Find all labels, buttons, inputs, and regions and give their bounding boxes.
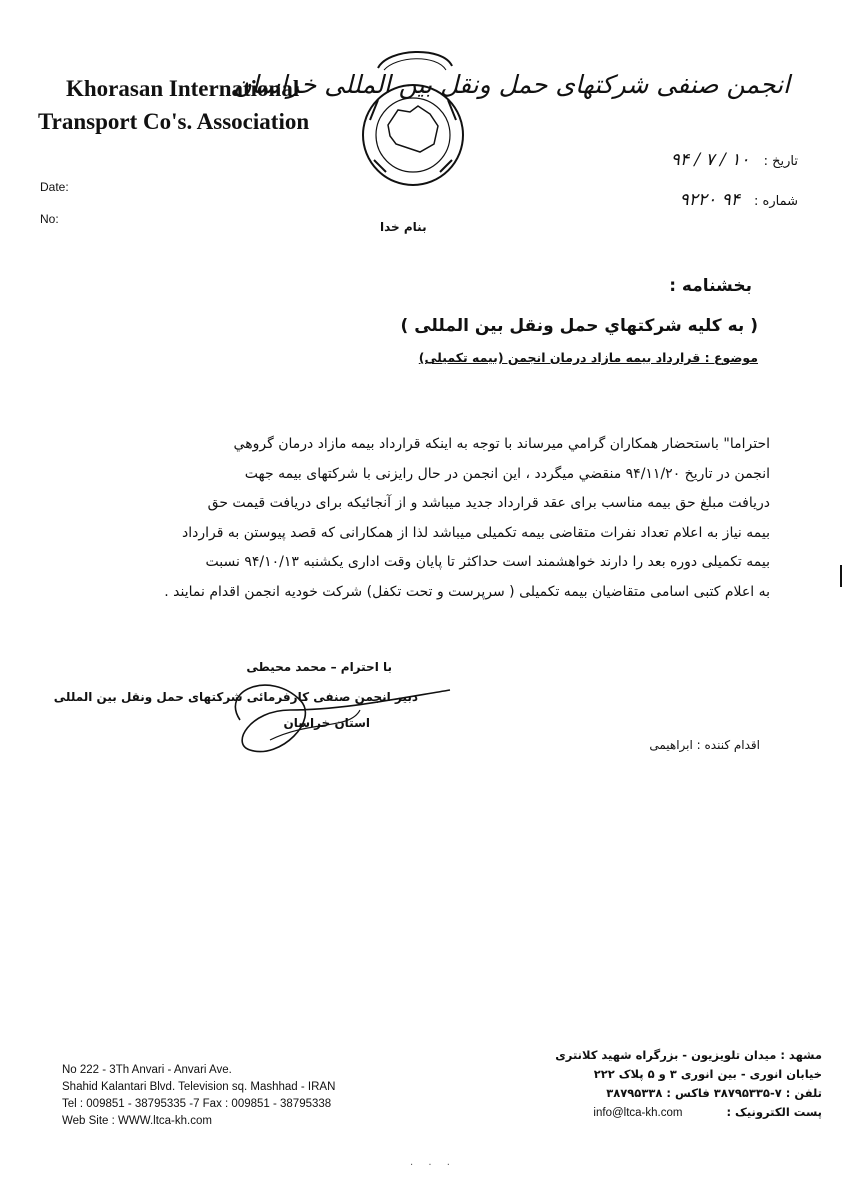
footer-fa-line: مشهد : میدان تلویزیون - بزرگراه شهید کلانتری <box>555 1048 822 1062</box>
no-label-en: No: <box>40 212 59 226</box>
footer-email: info@ltca-kh.com <box>593 1107 683 1119</box>
footer-email-label: پست الکترونیک : <box>726 1105 822 1119</box>
footer-fa-line: تلفن : ۷-۳۸۷۹۵۳۳۵ فاکس : ۳۸۷۹۵۳۳۸ <box>606 1086 822 1100</box>
footer-english <box>62 1062 335 1130</box>
number-value-fa: ۹۴ ۹۲۲۰ <box>679 190 740 210</box>
date-row-fa <box>671 150 798 170</box>
footer-fa-line: خیابان انوری - بین انوری ۳ و ۵ پلاک ۲۲۲ <box>593 1067 822 1081</box>
english-name-line-1: Khorasan International <box>66 76 300 101</box>
number-label-fa: شماره : <box>754 194 798 209</box>
closing-province: استان خراسان <box>283 716 370 730</box>
footer-en-line: No 222 - 3Th Anvari - Anvari Ave. <box>62 1064 232 1076</box>
body-line: بيمه تکميلی دوره بعد را دارند خواهشمند است حداکثر تا پايان وقت اداری يکشنبه ۹۴/۱۰/۱۳ نسبت <box>205 554 770 571</box>
basmala: بنام خدا <box>380 220 427 234</box>
scan-dots: · · · <box>410 1160 456 1171</box>
footer-website: Web Site : WWW.ltca-kh.com <box>62 1115 212 1127</box>
footer-en-line: Shahid Kalantari Blvd. Television sq. Mashhad - IRAN <box>62 1081 336 1093</box>
date-label-fa: تاریخ : <box>763 154 798 169</box>
persian-association-name: انجمن صنفی شرکتهای حمل ونقل بین المللی خراسان <box>233 70 790 99</box>
recipients-line: ( به کلیه شرکتهاي حمل ونقل بین المللی ) <box>400 316 758 336</box>
body-line: به اعلام کتبی اسامی متقاضيان بيمه تکميلی ( سرپرست و تحت تکفل) شرکت خوديه انجمن اقدام نمايند . <box>164 583 770 600</box>
footer-en-line: Tel : 009851 - 38795335 -7 Fax : 009851 - 38795338 <box>62 1098 332 1110</box>
body-line: احتراما" باستحضار همکاران گرامي ميرساند با توجه به اينکه قرارداد بيمه مازاد درمان گروهي <box>233 436 770 452</box>
margin-mark <box>840 565 842 587</box>
number-row-fa <box>680 190 798 210</box>
body-line: دريافت مبلغ حق بيمه مناسب برای عقد قرارداد جديد ميباشد و از آنجائيکه برای دريافت قيمت حق <box>207 495 770 512</box>
date-value-fa: ۱۰ / ۷ / ۹۴ <box>670 150 750 170</box>
english-name-line-2: Transport Co's. Association <box>38 109 310 134</box>
circular-heading: بخشنامه : <box>669 276 752 296</box>
subject-line: موضوع : قرارداد بیمه مازاد درمان انجمن (بیمه تکمیلی) <box>418 350 758 365</box>
closing-regards: با احترام – محمد محیطی <box>246 660 392 674</box>
body-line: انجمن در تاريخ ۹۴/۱۱/۲۰ منقضي ميگردد ، اين انجمن در حال رايزنی با شرکتهای بيمه جهت <box>244 465 770 482</box>
association-seal-logo <box>348 40 478 190</box>
signature-scribble <box>210 660 470 770</box>
body-line: بيمه نياز به اعلام تعداد نفرات متقاضی بيمه تکميلی ميباشد لذا از همکارانی که قصد پيوستن به قرارداد <box>182 524 770 541</box>
action-by: اقدام کننده : ابراهیمی <box>649 738 760 752</box>
letter-body <box>90 430 770 608</box>
footer-email-row <box>555 1103 822 1123</box>
date-label-en: Date: <box>40 180 69 194</box>
closing-title: دبیر انجمن صنفی کارفرمائی شرکتهای حمل ونقل بین المللی <box>53 690 418 704</box>
footer-persian <box>555 1046 822 1123</box>
